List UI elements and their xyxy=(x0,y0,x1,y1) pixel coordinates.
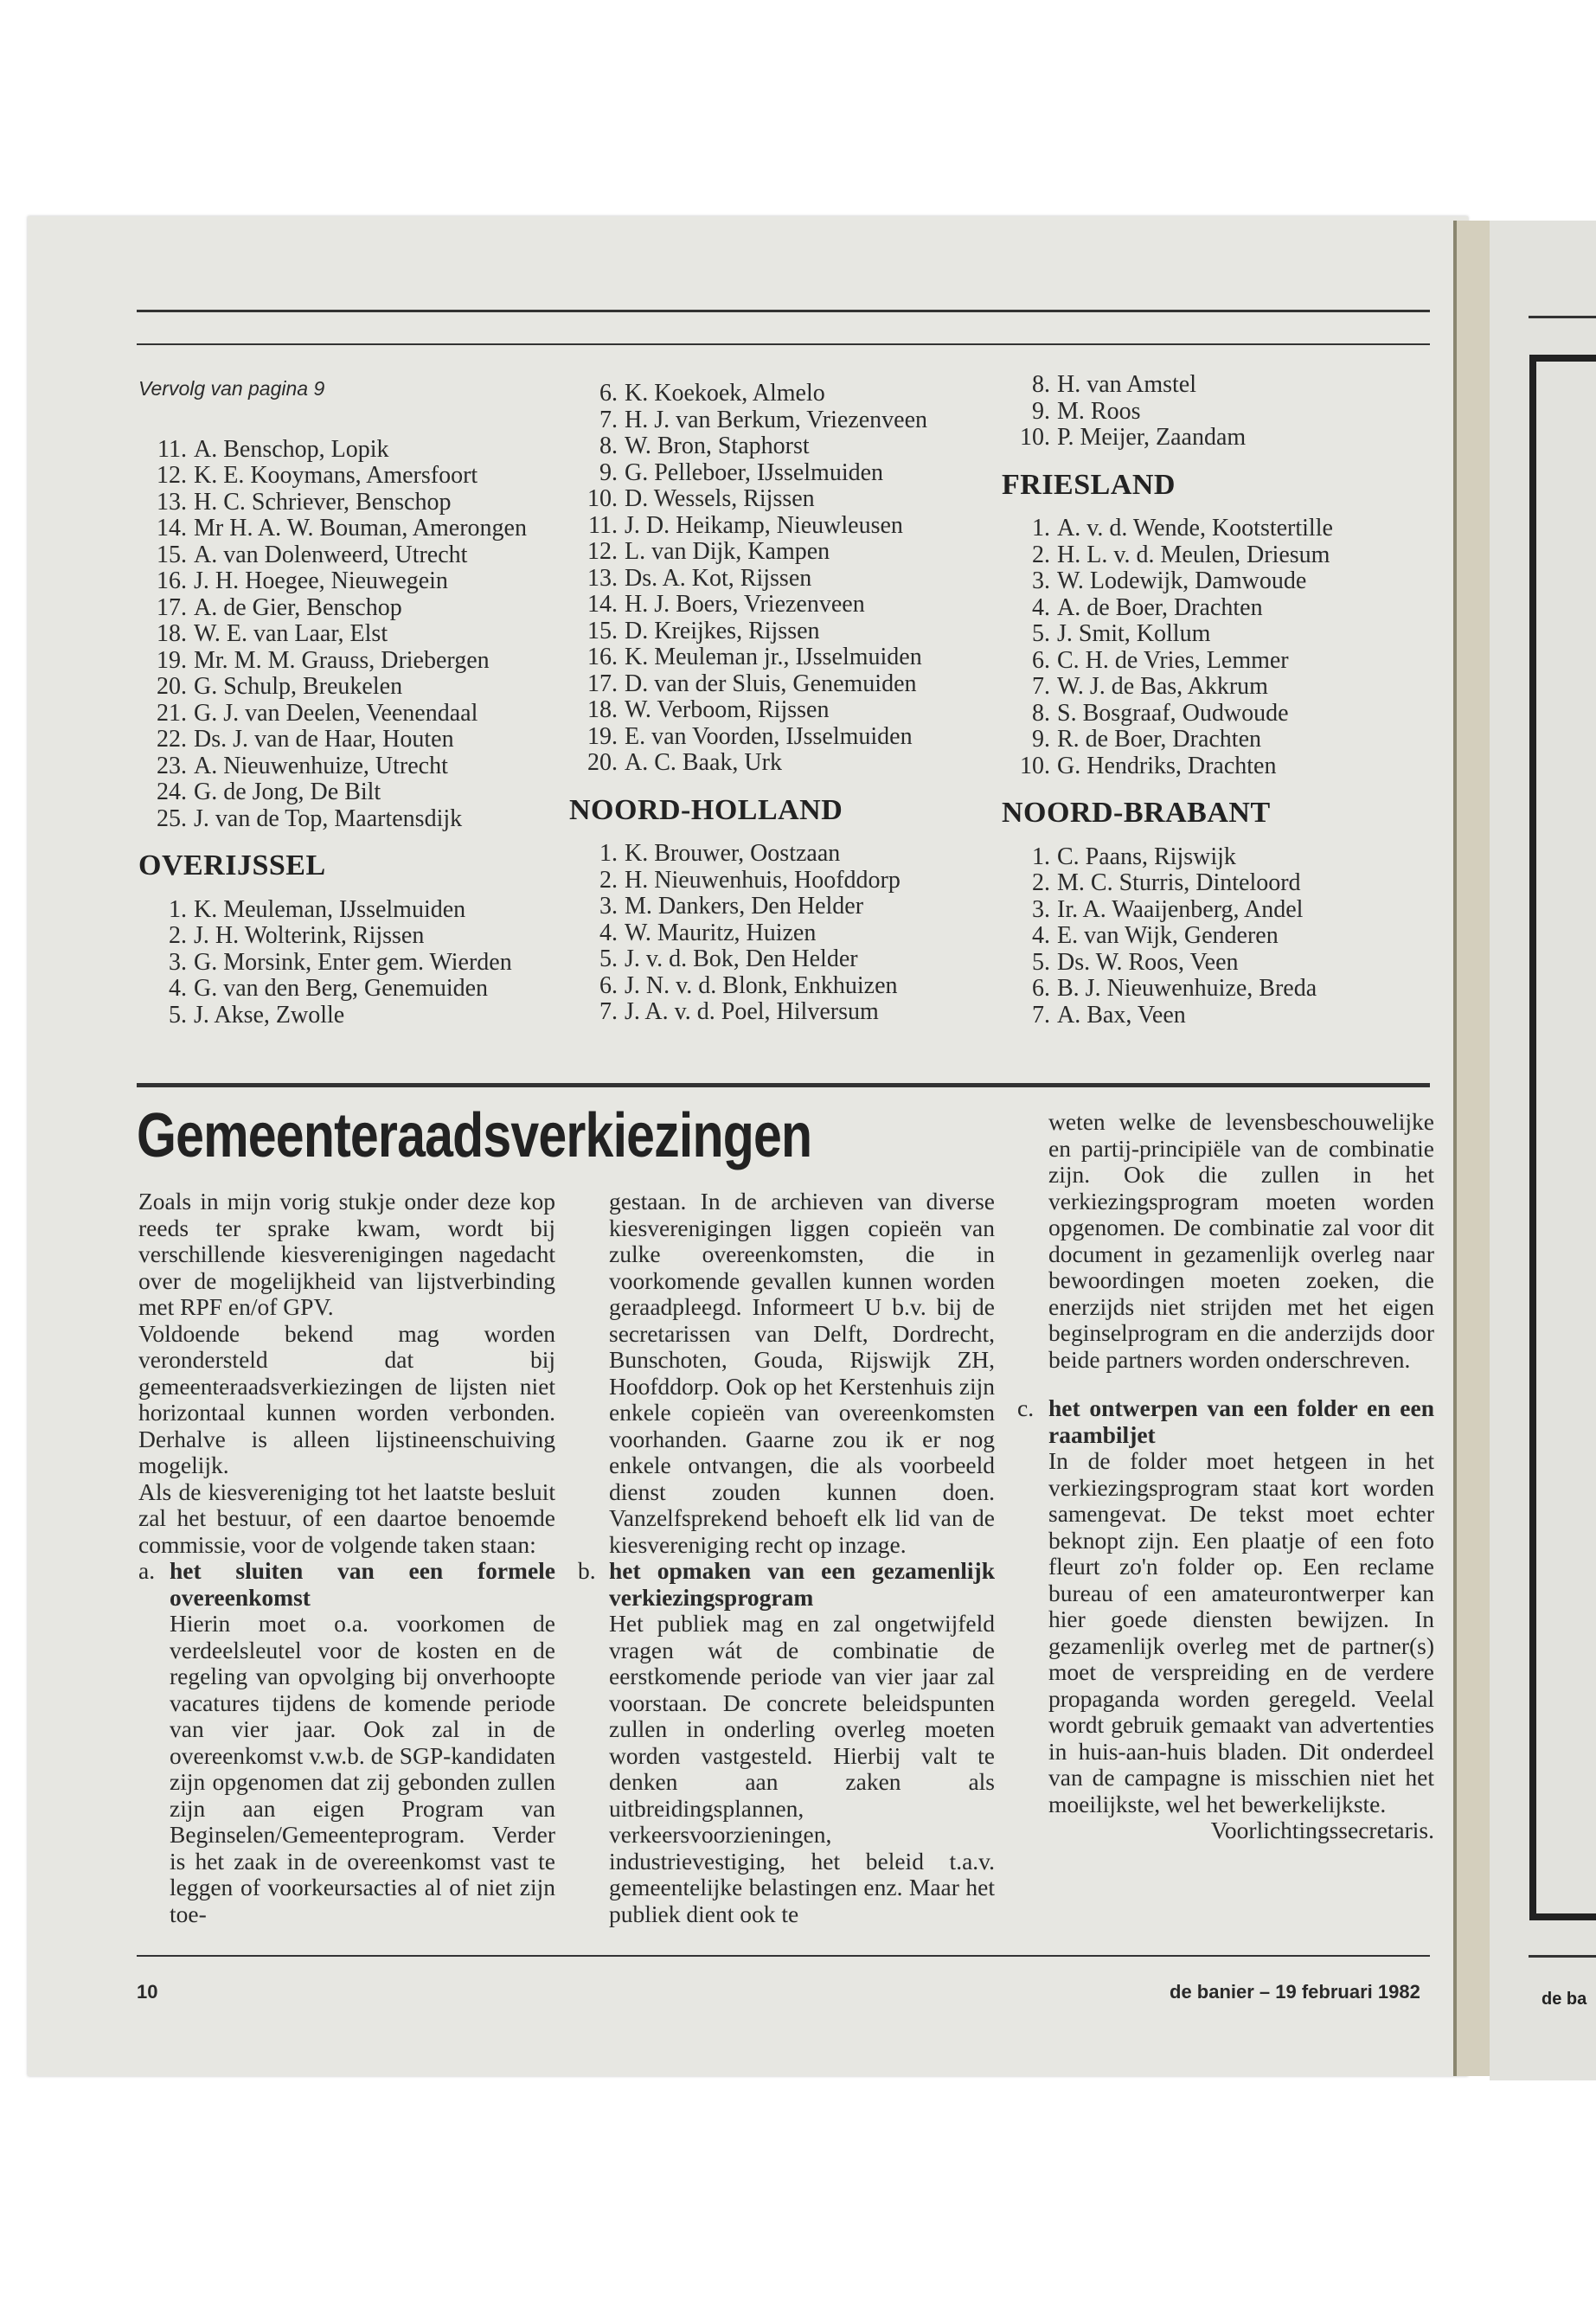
candidate-item xyxy=(1002,674,1434,701)
candidate-item xyxy=(569,671,1019,698)
bottom-rule xyxy=(137,1955,1430,1957)
candidate-item xyxy=(1002,727,1434,753)
candidate-item xyxy=(569,946,1019,973)
continued-list xyxy=(138,437,562,833)
candidate-number: 9. xyxy=(1032,726,1050,753)
region-heading-noord-brabant: NOORD-BRABANT xyxy=(1002,797,1271,829)
candidate-number: 21. xyxy=(157,699,187,727)
candidate-name: E. van Wijk, Genderen xyxy=(1057,922,1279,949)
candidate-item xyxy=(138,648,562,675)
region-heading-friesland: FRIESLAND xyxy=(1002,468,1176,501)
candidate-number: 2. xyxy=(599,866,618,894)
candidate-item xyxy=(138,542,562,569)
candidate-item xyxy=(569,592,1019,619)
candidate-name: G. Hendriks, Drachten xyxy=(1057,752,1277,779)
candidate-item xyxy=(569,566,1019,593)
candidate-number: 13. xyxy=(587,564,618,592)
candidate-number: 4. xyxy=(599,919,618,946)
candidate-item xyxy=(569,724,1019,751)
candidate-item xyxy=(569,644,1019,671)
candidate-item xyxy=(569,868,1019,894)
candidate-number: 25. xyxy=(157,804,187,832)
candidate-number: 5. xyxy=(169,1001,187,1029)
candidate-item xyxy=(138,950,562,977)
item-title: het ontwerpen van een folder en een raambiljet xyxy=(1048,1394,1434,1448)
candidate-name: J. A. v. d. Poel, Hilversum xyxy=(625,998,879,1025)
candidate-item xyxy=(138,568,562,595)
candidate-name: Mr H. A. W. Bouman, Amerongen xyxy=(194,515,527,542)
candidate-item xyxy=(1002,648,1434,675)
candidate-name: L. van Dijk, Kampen xyxy=(625,538,830,565)
candidate-name: P. Meijer, Zaandam xyxy=(1057,424,1247,451)
candidate-number: 15. xyxy=(587,617,618,644)
list-item-b xyxy=(578,1558,995,1927)
item-title: het sluiten van een formele overeenkomst xyxy=(170,1557,555,1611)
candidate-name: J. H. Wolterink, Rijssen xyxy=(194,922,425,949)
candidate-name: G. de Jong, De Bilt xyxy=(194,779,381,805)
candidate-number: 11. xyxy=(588,511,618,539)
next-page-bottom-rule xyxy=(1529,1955,1596,1958)
candidate-number: 8. xyxy=(1032,371,1050,398)
article-paragraph: Als de kiesvereniging tot het laatste besluit zal het bestuur, of een daartoe benoemde commissie, voor de volgende taken staan: xyxy=(138,1477,555,1558)
candidate-name: H. van Amstel xyxy=(1057,371,1196,398)
candidate-name: G. van den Berg, Genemuiden xyxy=(194,975,489,1002)
region-heading-overijssel: OVERIJSSEL xyxy=(138,849,326,881)
candidate-item xyxy=(569,381,1019,407)
candidate-name: Mr. M. M. Grauss, Driebergen xyxy=(194,646,490,674)
friesland-list xyxy=(1002,516,1434,779)
list-column-3 xyxy=(1002,372,1434,1029)
candidate-item xyxy=(1002,1003,1434,1029)
candidate-item xyxy=(138,463,562,490)
candidate-number: 8. xyxy=(1032,699,1050,727)
candidate-item xyxy=(138,976,562,1003)
candidate-number: 7. xyxy=(599,998,618,1025)
candidate-item xyxy=(569,619,1019,645)
candidate-name: S. Bosgraaf, Oudwoude xyxy=(1057,699,1289,727)
candidate-item xyxy=(569,999,1019,1026)
article-paragraph: Zoals in mijn vorig stukje onder deze kop reeds ter sprake kwam, wordt bij verschillende kiesverenigingen nagedacht over de mogelijkheid van lijstverbinding met RPF en/of GPV. xyxy=(138,1188,555,1320)
candidate-number: 17. xyxy=(157,593,187,621)
list-item-c xyxy=(1017,1395,1434,1844)
candidate-name: A. Benschop, Lopik xyxy=(194,435,389,463)
candidate-name: Ir. A. Waaijenberg, Andel xyxy=(1057,895,1304,923)
signature: Voorlichtingssecretaris. xyxy=(1210,1817,1434,1843)
candidate-item xyxy=(569,539,1019,566)
candidate-name: M. C. Sturris, Dinteloord xyxy=(1057,869,1301,896)
candidate-item xyxy=(138,1003,562,1029)
candidate-item xyxy=(1002,753,1434,780)
article-paragraph: weten welke de levensbeschouwelijke en partij-principiële van de combinatie zijn. Ook die zullen in het verkiezingsprogram moeten worden opgenomen. De combinatie zal voor dit document in gezamenlijk overleg naar bewoordingen moeten zoeken, die enerzijds niet strijden met het eigen beginselprogram en die anderzijds door beide partners worden onderschreven. xyxy=(1048,1108,1434,1373)
noord-holland-list xyxy=(569,841,1019,1026)
candidate-name: K. Meuleman jr., IJsselmuiden xyxy=(625,644,922,670)
next-page-footer: de ba xyxy=(1542,1990,1587,2009)
candidate-item xyxy=(1002,542,1434,569)
candidate-item xyxy=(1002,568,1434,595)
article-column-2 xyxy=(578,1189,995,1927)
candidate-number: 1. xyxy=(169,895,187,923)
candidate-number: 3. xyxy=(1032,567,1050,594)
candidate-item xyxy=(138,490,562,516)
next-page-edge xyxy=(1490,221,1596,2080)
candidate-item xyxy=(138,753,562,780)
candidate-name: Ds. W. Roos, Veen xyxy=(1057,948,1239,976)
candidate-name: J. Akse, Zwolle xyxy=(194,1001,345,1029)
candidate-number: 14. xyxy=(587,591,618,618)
candidate-name: C. Paans, Rijswijk xyxy=(1057,843,1236,870)
candidate-item xyxy=(138,595,562,622)
candidate-item xyxy=(138,806,562,833)
candidate-item xyxy=(1002,701,1434,727)
item-label: a. xyxy=(138,1557,156,1584)
article-column-1 xyxy=(138,1189,555,1927)
item-text: In de folder moet hetgeen in het verkiezingsprogram staat kort worden samengevat. De tekst moet echter beknopt zijn. Een plaatje of een foto fleurt zo'n folder op. Een reclame bureau of een amateurontwerper kan hier goede diensten bewijzen. In gezamenlijk overleg met de partner(s) moet de verspreiding en de verdere propaganda worden geregeld. Veelal wordt gebruik gemaakt van advertenties in huis-aan-huis bladen. Dit onderdeel van de campagne is misschien niet het moeilijkste, wel het bewerkelijkste. xyxy=(1048,1447,1434,1817)
list-column-2 xyxy=(569,381,1019,1026)
candidate-name: G. Pelleboer, IJsselmuiden xyxy=(625,458,884,486)
candidate-item xyxy=(569,920,1019,947)
candidate-name: W. E. van Laar, Elst xyxy=(194,620,388,647)
candidate-item xyxy=(569,894,1019,920)
candidate-name: G. Morsink, Enter gem. Wierden xyxy=(194,948,512,976)
candidate-number: 19. xyxy=(587,722,618,750)
candidate-number: 5. xyxy=(1032,948,1050,976)
candidate-number: 3. xyxy=(599,893,618,920)
candidate-number: 6. xyxy=(599,971,618,999)
candidate-number: 1. xyxy=(1032,843,1050,870)
region-heading-noord-holland: NOORD-HOLLAND xyxy=(569,793,843,826)
candidate-number: 2. xyxy=(1032,541,1050,568)
candidate-name: W. Bron, Staphorst xyxy=(625,433,810,459)
candidate-number: 2. xyxy=(1032,869,1050,896)
candidate-name: W. J. de Bas, Akkrum xyxy=(1057,673,1268,700)
candidate-name: A. Nieuwenhuize, Utrecht xyxy=(194,752,448,779)
candidate-item xyxy=(1002,399,1434,426)
article-headline: Gemeenteraadsverkiezingen xyxy=(137,1101,812,1170)
candidate-item xyxy=(138,437,562,464)
candidate-number: 10. xyxy=(587,485,618,512)
candidate-number: 5. xyxy=(599,945,618,972)
candidate-number: 16. xyxy=(157,567,187,594)
candidate-item xyxy=(569,486,1019,513)
candidate-number: 3. xyxy=(169,948,187,976)
candidate-number: 15. xyxy=(157,541,187,568)
candidate-name: H. L. v. d. Meulen, Driesum xyxy=(1057,541,1330,568)
publication-footer: de banier – 19 februari 1982 xyxy=(1170,1981,1420,2003)
article-paragraph: Voldoende bekend mag worden verondersteld dat bij gemeenteraadsverkiezingen de lijsten niet horizontaal kunnen worden verbonden. Derhalve is alleen lijstineenschuiving mogelijk. xyxy=(138,1319,555,1478)
article-paragraph: gestaan. In de archieven van diverse kiesverenigingen liggen copieën van zulke overeenkomsten, die in voorkomende gevallen kunnen worden geraadpleegd. Informeert U b.v. bij de secretarissen van Delft, Dordrecht, Bunschoten, Gouda, Rijswijk ZH, Hoofddorp. Ook op het Kerstenhuis zijn enkele copieën van overeenkomsten voorhanden. Gaarne zou ik er nog enkele ontvangen, die als voorbeeld dienst zouden kunnen doen. Vanzelfsprekend behoeft elk lid van de kiesvereniging recht op inzage. xyxy=(609,1188,995,1558)
candidate-item xyxy=(569,433,1019,460)
candidate-item xyxy=(1002,621,1434,648)
candidate-number: 9. xyxy=(1032,397,1050,425)
candidate-name: A. de Boer, Drachten xyxy=(1057,593,1263,621)
candidate-name: H. Nieuwenhuis, Hoofddorp xyxy=(625,866,901,894)
noord-holland-list-continued xyxy=(1002,372,1434,452)
item-title: het opmaken van een gezamenlijk verkiezingsprogram xyxy=(609,1557,995,1611)
article-rule xyxy=(137,1083,1430,1087)
item-label: c. xyxy=(1017,1394,1035,1421)
candidate-name: K. E. Kooymans, Amersfoort xyxy=(194,462,478,489)
candidate-number: 1. xyxy=(599,840,618,867)
candidate-name: M. Dankers, Den Helder xyxy=(625,893,864,920)
candidate-number: 17. xyxy=(587,670,618,697)
candidate-number: 23. xyxy=(157,752,187,779)
top-rule xyxy=(137,310,1430,312)
candidate-number: 7. xyxy=(599,406,618,433)
article-column-3 xyxy=(1017,1109,1434,1844)
candidate-name: A. v. d. Wende, Kootstertille xyxy=(1057,515,1333,542)
candidate-item xyxy=(569,750,1019,777)
overijssel-list-continued xyxy=(569,381,1019,777)
noord-brabant-list xyxy=(1002,844,1434,1029)
top-rule-2 xyxy=(137,343,1430,345)
candidate-name: H. J. Boers, Vriezenveen xyxy=(625,591,865,618)
candidate-name: D. van der Sluis, Genemuiden xyxy=(625,670,917,697)
candidate-number: 20. xyxy=(587,749,618,776)
candidate-name: D. Kreijkes, Rijssen xyxy=(625,617,820,644)
candidate-item xyxy=(1002,923,1434,950)
page-number: 10 xyxy=(137,1981,158,2003)
candidate-name: G. J. van Deelen, Veenendaal xyxy=(194,699,478,727)
candidate-item xyxy=(1002,595,1434,622)
candidate-item xyxy=(1002,950,1434,977)
candidate-name: M. Roos xyxy=(1057,397,1141,425)
candidate-number: 22. xyxy=(157,726,187,753)
candidate-name: H. J. van Berkum, Vriezenveen xyxy=(625,406,928,433)
candidate-item xyxy=(1002,976,1434,1003)
candidate-name: C. H. de Vries, Lemmer xyxy=(1057,646,1289,674)
candidate-number: 4. xyxy=(169,975,187,1002)
list-column-1 xyxy=(138,375,562,1029)
candidate-item xyxy=(138,923,562,950)
candidate-name: A. van Dolenweerd, Utrecht xyxy=(194,541,468,568)
candidate-name: Ds. A. Kot, Rijssen xyxy=(625,564,812,592)
candidate-item xyxy=(1002,372,1434,399)
candidate-item xyxy=(569,407,1019,434)
candidate-name: A. C. Baak, Urk xyxy=(625,749,782,776)
candidate-name: W. Verboom, Rijssen xyxy=(625,696,830,723)
candidate-number: 8. xyxy=(599,433,618,459)
candidate-item xyxy=(138,727,562,753)
candidate-name: A. de Gier, Benschop xyxy=(194,593,402,621)
candidate-number: 6. xyxy=(1032,975,1050,1002)
candidate-name: Ds. J. van de Haar, Houten xyxy=(194,726,454,753)
candidate-name: D. Wessels, Rijssen xyxy=(625,485,815,512)
candidate-name: J. D. Heikamp, Nieuwleusen xyxy=(625,511,903,539)
candidate-number: 4. xyxy=(1032,922,1050,949)
candidate-number: 10. xyxy=(1020,752,1050,779)
candidate-name: R. de Boer, Drachten xyxy=(1057,726,1262,753)
candidate-number: 13. xyxy=(157,488,187,516)
candidate-number: 7. xyxy=(1032,673,1050,700)
candidate-item xyxy=(569,973,1019,1000)
candidate-number: 9. xyxy=(599,458,618,486)
candidate-number: 4. xyxy=(1032,593,1050,621)
next-page-box xyxy=(1529,355,1596,1920)
candidate-item xyxy=(569,697,1019,724)
candidate-name: K. Koekoek, Almelo xyxy=(625,380,825,407)
candidate-number: 6. xyxy=(599,380,618,407)
item-text: Het publiek mag en zal ongetwijfeld vragen wát de combinatie de eerstkomende periode van vier jaar zal voorstaan. De concrete beleidspunten zullen in onderling overleg moeten worden vastgesteld. Hierbij valt te denken aan zaken als uitbreidingsplannen, verkeersvoorzieningen, industrievestiging, het beleid t.a.v. gemeentelijke belastingen enz. Maar het publiek dient ook te xyxy=(609,1610,995,1927)
candidate-item xyxy=(138,621,562,648)
candidate-number: 5. xyxy=(1032,620,1050,647)
overijssel-list xyxy=(138,897,562,1029)
candidate-number: 16. xyxy=(587,644,618,670)
candidate-item xyxy=(569,460,1019,487)
candidate-number: 2. xyxy=(169,922,187,949)
page-spine xyxy=(1453,221,1493,2076)
candidate-number: 14. xyxy=(157,515,187,542)
candidate-name: W. Lodewijk, Damwoude xyxy=(1057,567,1307,594)
candidate-item xyxy=(1002,870,1434,897)
candidate-item xyxy=(138,897,562,924)
candidate-item xyxy=(138,516,562,542)
candidate-item xyxy=(138,701,562,727)
candidate-name: E. van Voorden, IJsselmuiden xyxy=(625,722,913,750)
candidate-name: G. Schulp, Breukelen xyxy=(194,673,403,700)
candidate-number: 24. xyxy=(157,779,187,805)
candidate-name: W. Mauritz, Huizen xyxy=(625,919,817,946)
candidate-number: 12. xyxy=(157,462,187,489)
candidate-item xyxy=(569,841,1019,868)
candidate-number: 3. xyxy=(1032,895,1050,923)
candidate-name: B. J. Nieuwenhuize, Breda xyxy=(1057,975,1317,1002)
candidate-name: J. Smit, Kollum xyxy=(1057,620,1211,647)
candidate-name: J. van de Top, Maartensdijk xyxy=(194,804,463,832)
candidate-name: J. H. Hoegee, Nieuwegein xyxy=(194,567,448,594)
candidate-number: 11. xyxy=(157,435,187,463)
candidate-name: K. Brouwer, Oostzaan xyxy=(625,840,841,867)
next-page-rule xyxy=(1529,316,1596,318)
continued-note: Vervolg van pagina 9 xyxy=(138,377,325,400)
candidate-name: K. Meuleman, IJsselmuiden xyxy=(194,895,466,923)
candidate-item xyxy=(1002,844,1434,871)
candidate-name: H. C. Schriever, Benschop xyxy=(194,488,452,516)
candidate-item xyxy=(1002,516,1434,542)
candidate-number: 18. xyxy=(157,620,187,647)
candidate-number: 6. xyxy=(1032,646,1050,674)
list-item-a xyxy=(138,1558,555,1927)
candidate-number: 1. xyxy=(1032,515,1050,542)
candidate-item xyxy=(569,513,1019,540)
candidate-name: J. v. d. Bok, Den Helder xyxy=(625,945,858,972)
item-text: Hierin moet o.a. voorkomen de verdeelsleutel voor de kosten en de regeling van opvolging bij onverhoopte vacatures tijdens de komende periode van vier jaar. Ook zal in de overeenkomst v.w.b. de SGP-kandidaten zijn opgenomen dat zij gebonden zullen zijn aan eigen Program van Beginselen/Gemeenteprogram. Verder is het zaak in de overeenkomst vast te leggen of voorkeursacties al of niet zijn toe- xyxy=(170,1610,555,1927)
candidate-number: 19. xyxy=(157,646,187,674)
candidate-number: 10. xyxy=(1020,424,1050,451)
candidate-item xyxy=(138,674,562,701)
candidate-number: 20. xyxy=(157,673,187,700)
item-label: b. xyxy=(578,1557,596,1584)
candidate-number: 12. xyxy=(587,538,618,565)
candidate-item xyxy=(1002,897,1434,924)
candidate-name: J. N. v. d. Blonk, Enkhuizen xyxy=(625,971,898,999)
candidate-name: A. Bax, Veen xyxy=(1057,1001,1186,1029)
candidate-number: 18. xyxy=(587,696,618,723)
candidate-number: 7. xyxy=(1032,1001,1050,1029)
candidate-item xyxy=(1002,425,1434,452)
candidate-item xyxy=(138,779,562,806)
